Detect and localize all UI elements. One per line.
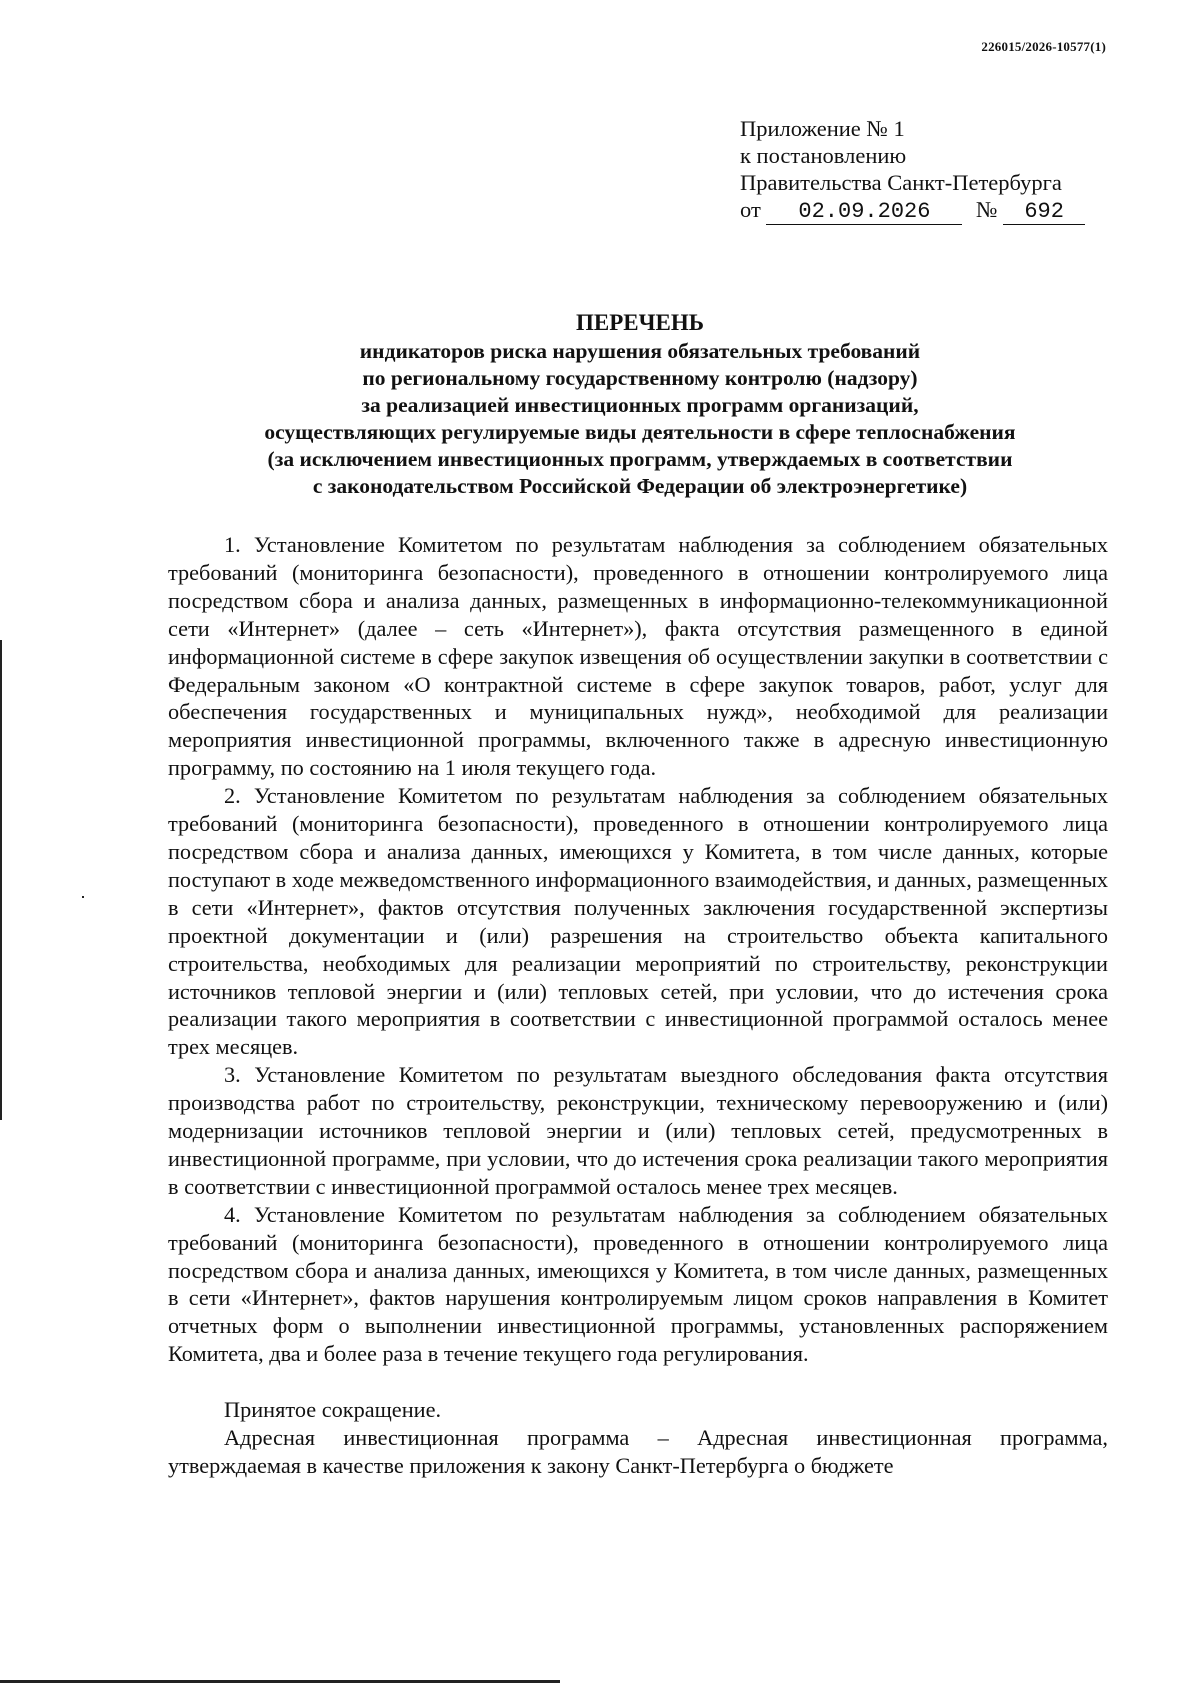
paragraph-3: 3. Установление Комитетом по результатам выездного обследования факта отсутствия производства работ по строительству, реконструкции, техническому перевооружению и (или) модернизации источников тепловой энергии и (или) тепловых сетей, предусмотренных в инвестиционной программе, при условии, что до истечения срока реализации такого мероприятия в соответствии с инвестиционной программой осталось менее трех месяцев. — [168, 1062, 1108, 1199]
document-body — [168, 531, 1108, 1480]
paragraph-4: 4. Установление Комитетом по результатам наблюдения за соблюдением обязательных требований (мониторинга безопасности), проведенного в отношении контролируемого лица посредством сбора и анализа данных, имеющихся у Комитета, в том числе данных, размещенных в сети «Интернет», фактов нарушения контролируемым лицом сроков направления в Комитет отчетных форм о выполнении инвестиционной программы, установленных распоряжением Комитета, два и более раза в течение текущего года регулирования. — [168, 1201, 1108, 1367]
scan-bottom-line — [0, 1680, 560, 1683]
title-line-2: по региональному государственному контролю (надзору) — [362, 366, 918, 390]
appendix-header — [740, 115, 1085, 225]
appendix-line-1: Приложение № 1 — [740, 116, 905, 141]
document-registration-code: 226015/2026-10577(1) — [981, 39, 1106, 54]
title-line-6: с законодательством Российской Федерации об электроэнергетике) — [312, 474, 968, 498]
title-line-3: за реализацией инвестиционных программ организаций, — [361, 393, 919, 417]
resolution-number: 692 — [1003, 200, 1085, 225]
appendix-line-2: к постановлению — [740, 143, 907, 168]
paragraph-2: 2. Установление Комитетом по результатам наблюдения за соблюдением обязательных требований (мониторинга безопасности), проведенного в отношении контролируемого лица посредством сбора и анализа данных, имеющихся у Комитета, в том числе данных, которые поступают в ходе межведомственного информационного взаимодействия, и данных, размещенных в сети «Интернет», фактов отсутствия полученных заключения государственной экспертизы проектной документации и (или) разрешения на строительство объекта капитального строительства, необходимых для реализации мероприятий по строительству, реконструкции источников тепловой энергии и (или) тепловых сетей, при условии, что до истечения срока реализации такого мероприятия в соответствии с инвестиционной программой осталось менее трех месяцев. — [168, 783, 1108, 1060]
document-title — [120, 309, 1160, 500]
abbreviation-heading: Принятое сокращение. — [224, 1397, 442, 1423]
title-line-4: осуществляющих регулируемые виды деятельности в сфере теплоснабжения — [264, 420, 1016, 444]
paragraph-1: 1. Установление Комитетом по результатам наблюдения за соблюдением обязательных требований (мониторинга безопасности), проведенного в отношении контролируемого лица посредством сбора и анализа данных, размещенных в информационно-телекоммуникационной сети «Интернет» (далее – сеть «Интернет»), факта отсутствия размещенного в единой информационной системе в сфере закупок извещения об осуществлении закупки в соответствии с Федеральным законом «О контрактной системе в сфере закупок товаров, работ, услуг для обеспечения государственных и муниципальных нужд», необходимой для реализации мероприятия инвестиционной программы, включенного также в адресную инвестиционную программу, по состоянию на 1 июля текущего года. — [168, 532, 1108, 781]
number-prefix: № — [976, 197, 998, 222]
title-line-1: индикаторов риска нарушения обязательных требований — [359, 339, 921, 363]
title-line-5: (за исключением инвестиционных программ, утверждаемых в соответствии — [267, 447, 1013, 471]
abbreviation-text: Адресная инвестиционная программа – Адресная инвестиционная программа, утверждаемая в качестве приложения к закону Санкт-Петербурга о бюджете — [168, 1425, 1108, 1478]
scan-dot — [82, 896, 84, 898]
appendix-line-3: Правительства Санкт-Петербурга — [740, 170, 1062, 195]
date-prefix: от — [740, 197, 761, 222]
scan-edge-mark — [0, 640, 2, 1120]
resolution-date: 02.09.2026 — [766, 200, 962, 225]
appendix-date-line — [740, 196, 1085, 225]
title-main: ПЕРЕЧЕНЬ — [576, 310, 704, 335]
